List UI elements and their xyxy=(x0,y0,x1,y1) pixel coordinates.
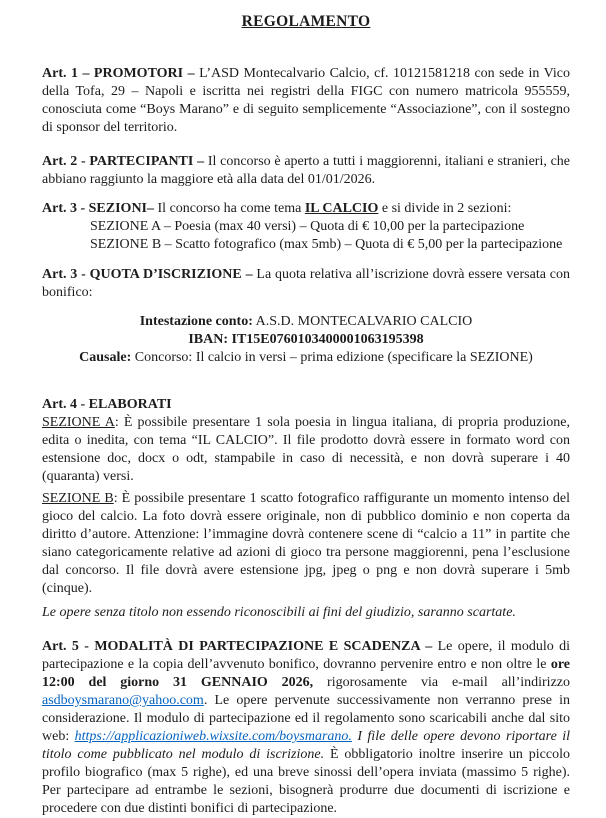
causale-line xyxy=(42,349,570,367)
iban-line xyxy=(42,331,570,349)
article-5-heading: Art. 5 - MODALITÀ DI PARTECIPAZIONE E SCADENZA – xyxy=(42,639,433,654)
account-holder-label: Intestazione conto: xyxy=(139,314,253,329)
untitled-works-note: Le opere senza titolo non essendo riconoscibili ai fini del giudizio, saranno scartate. xyxy=(42,605,516,620)
article-5-modalita xyxy=(42,638,570,818)
account-holder-value: A.S.D. MONTECALVARIO CALCIO xyxy=(252,314,473,329)
sezione-b-label: SEZIONE B xyxy=(42,491,114,506)
sezione-b-text: : È possibile presentare 1 scatto fotografico raffigurante un momento intenso del gioco del calcio. La foto dovrà essere originale, non di pubblico dominio e non coperta da diritto d’autore. Attenzione: l’immagine dovrà contenere scene di “calcio a 11” in partite che siano categoricamente relative ad azioni di gioco tra persone maggiorenni, pena l’esclusione dal concorso. Il file dovrà avere estensione jpg, jpeg o png e non dovrà superare i 5mb (cinque). xyxy=(42,491,570,596)
article-5-seg3: . Le opere pervenute successivamente non verranno prese in considerazione. Il modulo di partecipazione ed il regolamento sono scaricabili anche dal sito web: xyxy=(42,693,570,744)
article-3-sezioni-body-after: e si divide in 2 sezioni: xyxy=(378,201,512,216)
iban-value: IT15E0760103400001063195398 xyxy=(228,332,424,347)
causale-value: Concorso: Il calcio in versi – prima edizione (specificare la SEZIONE) xyxy=(131,350,533,365)
article-3-sezioni xyxy=(42,200,570,254)
page-title: REGOLAMENTO xyxy=(241,13,371,30)
article-1-heading: Art. 1 – PROMOTORI – xyxy=(42,66,195,81)
account-holder-line xyxy=(42,313,570,331)
sezione-a-label: SEZIONE A xyxy=(42,415,115,430)
article-1-body: L’ASD Montecalvario Calcio, cf. 10121581218 con sede in Vico della Tofa, 29 – Napoli e iscritta nei registri della FIGC con numero matricola 955559, conosciuta come “Boys Marano” e di seguito semplicemente “Associazione”, con il sostegno di sponsor del territorio. xyxy=(42,66,570,135)
article-3-sezioni-body-before: Il concorso ha come tema xyxy=(154,201,305,216)
article-5-seg1: Le opere, il modulo di partecipazione e la copia dell’avvenuto bonifico, dovranno pervenire entro e non oltre le xyxy=(42,639,570,672)
sezione-a-item: SEZIONE A – Poesia (max 40 versi) – Quota di € 10,00 per la partecipazione xyxy=(90,219,525,234)
article-2-body: Il concorso è aperto a tutti i maggiorenni, italiani e stranieri, che abbiano raggiunto la maggiore età alla data del 01/01/2026. xyxy=(42,154,570,187)
email-link[interactable]: asdboysmarano@yahoo.com xyxy=(42,693,204,708)
website-link[interactable]: https://applicazioniweb.wixsite.com/boysmarano. xyxy=(74,729,352,744)
article-4-heading: Art. 4 - ELABORATI xyxy=(42,397,172,412)
sezione-a-text: : È possibile presentare 1 sola poesia in lingua italiana, di propria produzione, edita o inedita, con tema “IL CALCIO”. Il file prodotto dovrà essere in formato word con estensione doc, docx o odt, stampabile in caso di necessità, e non dovrà superare i 40 (quaranta) versi. xyxy=(42,415,570,484)
article-5-seg2: rigorosamente via e-mail all’indirizzo xyxy=(313,675,570,690)
contest-theme: IL CALCIO xyxy=(304,201,379,216)
iban-label: IBAN: xyxy=(188,332,229,347)
article-3-quota-heading: Art. 3 - QUOTA D’ISCRIZIONE – xyxy=(42,267,253,282)
article-3-quota-iscrizione xyxy=(42,266,570,302)
article-5-seg5: È obbligatorio inoltre inserire un piccolo profilo biografico (max 5 righe), ed una breve sinossi dell’opera inviata (massimo 5 righe). Per partecipare ad entrambe le sezioni, bisognerà produrre due documenti di iscrizione e procedere con due distinti bonifici di partecipazione. xyxy=(42,747,570,816)
article-1-promotori xyxy=(42,65,570,137)
article-3-sezioni-intro xyxy=(42,200,570,218)
article-2-partecipanti xyxy=(42,153,570,189)
deadline-text: ore 12:00 del giorno 31 GENNAIO 2026, xyxy=(42,657,570,690)
article-4-sezione-b xyxy=(42,490,570,598)
article-5-file-title-note: I file delle opere devono riportare il titolo come pubblicato nel modulo di iscrizione. xyxy=(42,729,570,762)
sezione-b-item: SEZIONE B – Scatto fotografico (max 5mb) – Quota di € 5,00 per la partecipazione xyxy=(90,237,563,252)
article-3-quota-body: La quota relativa all’iscrizione dovrà essere versata con bonifico: xyxy=(42,267,570,300)
article-2-heading: Art. 2 - PARTECIPANTI – xyxy=(42,154,205,169)
article-3-sezioni-heading: Art. 3 - SEZIONI– xyxy=(42,201,155,216)
causale-label: Causale: xyxy=(79,350,132,365)
payment-details-block xyxy=(42,313,570,367)
article-4-sezione-a xyxy=(42,414,570,486)
